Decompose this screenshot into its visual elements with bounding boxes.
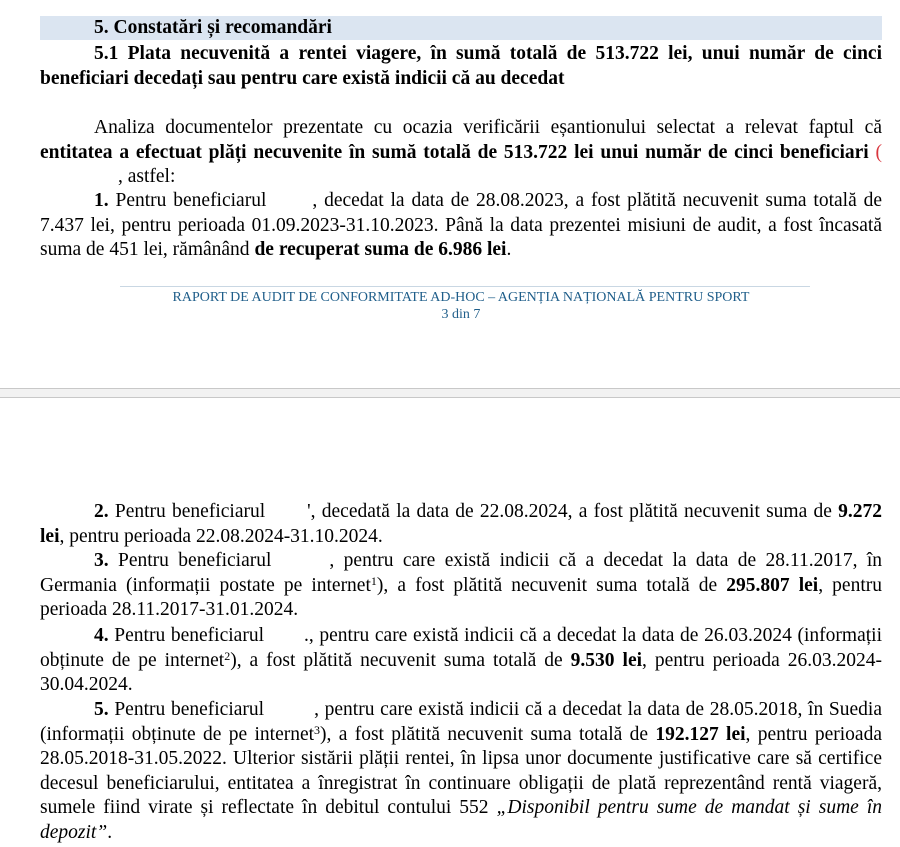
finding-heading: 5.1 Plata necuvenită a rentei viagere, în sumă totală de 513.722 lei, unui număr de cinci beneficiari decedați sau pentru care există indicii că au decedat <box>40 43 882 89</box>
item-text: , pentru perioada 26.03.2024-30.04.2024. <box>40 649 882 695</box>
footer-page-number: 3 din 7 <box>441 307 481 322</box>
item-number: 3. <box>94 550 109 571</box>
item-text: Pentru beneficiarul <box>114 699 265 720</box>
list-item-2 <box>40 500 882 549</box>
item-text: , pentru care există indicii că a decedat la data de 28.05.2018, în Suedia (informații obținute de pe internet <box>40 699 882 745</box>
item-text: ), a fost plătită necuvenit suma totală de <box>376 574 727 596</box>
footnote-ref: 1 <box>370 573 377 588</box>
item-number: 5. <box>94 699 109 720</box>
page-break <box>0 388 900 398</box>
item-text: , pentru perioada 28.11.2017-31.01.2024. <box>40 574 882 620</box>
item-text: ), a fost plătită necuvenit suma totală de <box>320 723 656 745</box>
footnote-ref: 3 <box>314 722 321 737</box>
intro-bold-text: entitatea a efectuat plăți necuvenite în sumă totală de 513.722 lei unui număr de cinci beneficiari <box>40 141 869 163</box>
item-text: . <box>107 821 113 843</box>
item-text: , decedat la data de 28.08.2023, a fost plătită necuvenit suma totală de 7.437 lei, pentru perioada 01.09.2023-31.10.2023. Până la data prezentei misiuni de audit, a fost încasată suma de 451 lei, rămânând <box>40 190 882 260</box>
intro-end-text: , astfel: <box>118 166 176 187</box>
item-text: , pentru care există indicii că a decedat la data de 28.11.2017, în Germania (informații postate pe internet <box>40 550 882 596</box>
item-text: Pentru beneficiarul <box>114 625 264 646</box>
list-item-1 <box>40 189 882 263</box>
item-text: Pentru beneficiarul <box>118 550 272 571</box>
footer-title: RAPORT DE AUDIT DE CONFORMITATE AD-HOC – AGENȚIA NAȚIONALĂ PENTRU SPORT <box>172 290 750 305</box>
item-text: ', decedată la data de 22.08.2024, a fost plătită necuvenit suma de <box>307 501 839 522</box>
account-name: „Disponibil pentru sume de mandat și sume în depozit” <box>40 797 882 843</box>
item-amount: de recuperat suma de 6.986 lei <box>254 239 507 260</box>
item-amount: 9.530 lei <box>570 649 643 671</box>
item-text: ), a fost plătită necuvenit suma totală de <box>230 649 571 671</box>
redaction-mark: ( <box>875 141 882 163</box>
footnote-ref: 2 <box>224 648 231 663</box>
list-item-5 <box>40 698 882 845</box>
list-item-3 <box>40 549 882 623</box>
footer-rule <box>120 286 810 287</box>
item-text: Pentru beneficiarul <box>115 190 267 211</box>
item-text: . <box>506 239 512 260</box>
item-number: 4. <box>94 625 109 646</box>
item-amount: 9.272 lei <box>40 501 883 547</box>
item-amount: 295.807 lei <box>726 574 819 596</box>
list-item-4 <box>40 624 882 698</box>
page-footer <box>40 289 882 323</box>
item-number: 1. <box>94 190 109 211</box>
section-heading <box>40 16 882 40</box>
item-number: 2. <box>94 501 109 522</box>
section-title: 5. Constatări și recomandări <box>94 17 332 38</box>
intro-paragraph <box>40 116 882 190</box>
item-text: , pentru perioada 22.08.2024-31.10.2024. <box>59 525 383 547</box>
item-amount: 192.127 lei <box>655 723 746 745</box>
item-text: Pentru beneficiarul <box>114 501 266 522</box>
item-text: , pentru perioada 28.05.2018-31.05.2022. Ulterior sistării plății rentei, în lipsa unor documente justificative care să certifice decesul beneficiarului, entitatea a înregistrat în continuare obligații de plată reprezentând rentă viageră, sumele fiind virate și reflectate în debitul contului 552 <box>40 723 882 818</box>
item-text: ., pentru care există indicii că a decedat la data de 26.03.2024 (informații obținute de pe internet <box>40 625 882 671</box>
intro-text: Analiza documentelor prezentate cu ocazia verificării eșantionului selectat a relevat faptul că <box>94 117 882 138</box>
